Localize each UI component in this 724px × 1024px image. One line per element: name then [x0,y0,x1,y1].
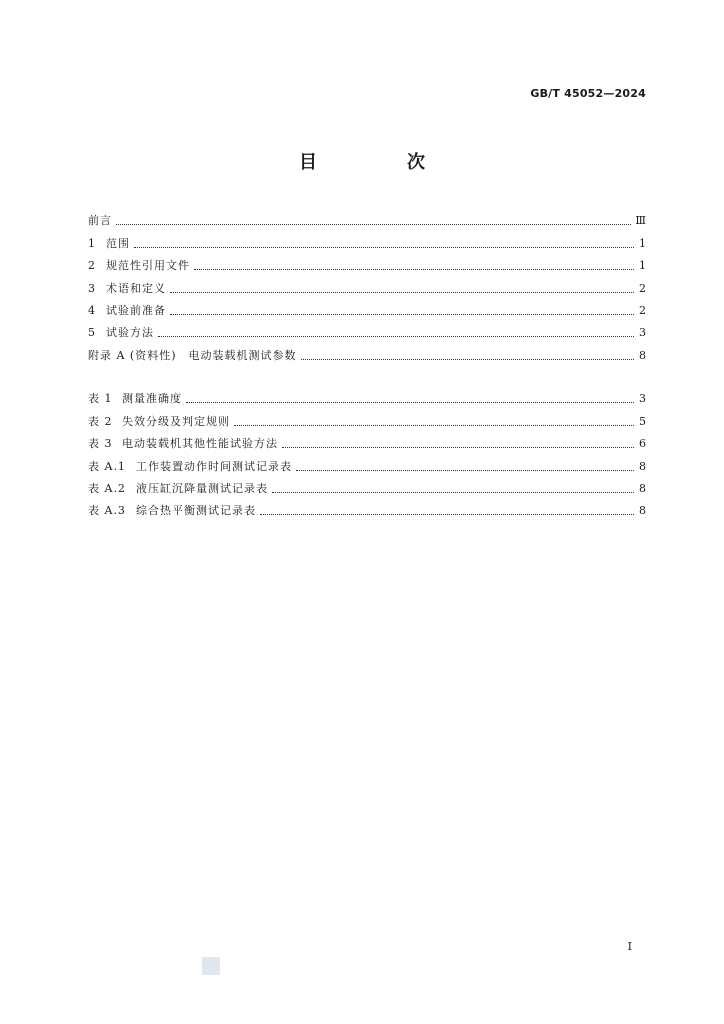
toc-entry-number: 表 1 [88,392,113,406]
toc-entry-label: 表 A.1 工作装置动作时间测试记录表 [88,459,292,473]
toc-entry-test-preparation[interactable] [88,296,646,318]
toc-entry-number: 5 [88,326,96,340]
toc-tables-list [88,384,646,518]
toc-page-number: 1 [639,259,646,273]
dot-leader [301,358,634,360]
toc-page-number: 8 [639,459,646,473]
toc-entry-table-3[interactable] [88,429,646,451]
toc-entry-scope[interactable] [88,228,646,250]
dot-leader [170,313,634,315]
dot-leader [272,491,634,493]
toc-entry-label: 前言 [88,214,112,228]
toc-entry-label: 5 试验方法 [88,326,154,340]
dot-leader [186,401,634,403]
toc-page-number: 8 [639,504,646,518]
toc-entry-number: 3 [88,281,96,295]
toc-entry-foreword[interactable] [88,206,646,228]
toc-page-number: 3 [639,326,646,340]
toc-entry-test-methods[interactable] [88,318,646,340]
toc-entry-number: 表 3 [88,437,113,451]
toc-entry-label: 表 3 电动装载机其他性能试验方法 [88,437,278,451]
toc-page-number: 2 [639,281,646,295]
toc-entry-table-1[interactable] [88,384,646,406]
toc-entry-number: 1 [88,236,96,250]
toc-entry-number: 表 A.2 [88,481,126,495]
standard-code: GB/T 45052—2024 [530,87,646,100]
toc-entry-label: 4 试验前准备 [88,303,166,317]
toc-entry-label: 3 术语和定义 [88,281,166,295]
toc-page-number: 3 [639,392,646,406]
toc-entry-number: 表 A.3 [88,504,126,518]
toc-main-list [88,206,646,363]
toc-entry-number: 4 [88,303,96,317]
dot-leader [158,335,634,337]
toc-entry-label: 表 A.2 液压缸沉降量测试记录表 [88,481,268,495]
dot-leader [282,446,634,448]
toc-entry-label: 表 A.3 综合热平衡测试记录表 [88,504,256,518]
dot-leader [170,291,634,293]
toc-entry-label: 附录 A (资料性) 电动装载机测试参数 [88,348,297,362]
toc-page-number: 8 [639,348,646,362]
toc-page-number: 2 [639,303,646,317]
dot-leader [296,469,634,471]
toc-entry-normative-references[interactable] [88,251,646,273]
toc-page-number: 6 [639,437,646,451]
toc-page-number: 8 [639,481,646,495]
toc-page-number: 5 [639,414,646,428]
dot-leader [116,223,631,225]
toc-entry-table-a3[interactable] [88,496,646,518]
watermark-logo-icon [202,957,220,975]
page-title: 目 次 [299,152,461,173]
toc-entry-table-2[interactable] [88,406,646,428]
toc-entry-number: 表 A.1 [88,459,126,473]
toc-page-number: Ⅲ [635,214,646,228]
toc-entry-terms-definitions[interactable] [88,273,646,295]
toc-entry-label: 表 2 失效分级及判定规则 [88,414,230,428]
toc-entry-table-a1[interactable] [88,451,646,473]
toc-entry-label: 表 1 测量准确度 [88,392,182,406]
toc-entry-number: 2 [88,259,96,273]
toc-entry-appendix-a[interactable] [88,340,646,362]
dot-leader [234,424,634,426]
dot-leader [194,268,634,270]
dot-leader [134,246,634,248]
toc-page-number: 1 [639,236,646,250]
toc-entry-label: 1 范围 [88,236,130,250]
toc-entry-table-a2[interactable] [88,474,646,496]
footer-page-number: I [627,940,632,953]
dot-leader [260,513,634,515]
toc-entry-label: 2 规范性引用文件 [88,259,190,273]
toc-entry-number: 表 2 [88,414,113,428]
